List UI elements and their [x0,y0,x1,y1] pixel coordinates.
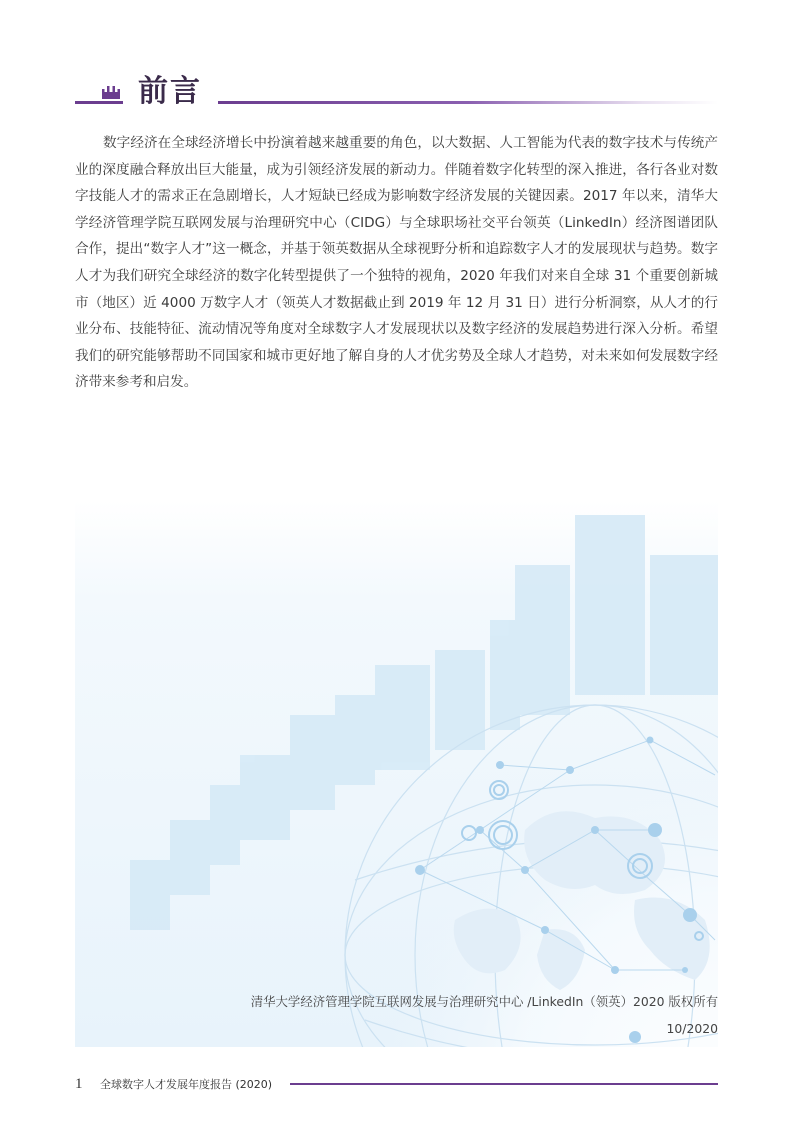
footer-accent-line [290,1083,718,1085]
footer-report-title: 全球数字人才发展年度报告 (2020) [100,1078,273,1091]
page-number: 1 [75,1076,83,1092]
header-accent-line-left [75,101,123,104]
publication-date: 10/2020 [666,1021,718,1036]
globe-city-skyline-illustration [75,500,718,1047]
header-accent-line-right [218,101,718,104]
copyright-notice: 清华大学经济管理学院互联网发展与治理研究中心 /LinkedIn（领英）2020 版权所有 [250,994,718,1009]
page-title: 前言 [138,74,202,109]
page-header [0,0,793,120]
castle-icon [101,84,121,100]
preface-paragraph: 数字经济在全球经济增长中扮演着越来越重要的角色，以大数据、人工智能为代表的数字技术与传统产业的深度融合释放出巨大能量，成为引领经济发展的新动力。伴随着数字化转型的深入推进，各行各业对数字技能人才的需求正在急剧增长，人才短缺已经成为影响数字经济发展的关键因素。2017 年以来，清华大学经济管理学院互联网发展与治理研究中心（CIDG）与全球职场社交平台领英（LinkedIn）经济图谱团队合作，提出“数字人才”这一概念，并基于领英数据从全球视野分析和追踪数字人才的发展现状与趋势。数字人才为我们研究全球经济的数字化转型提供了一个独特的视角，2020 年我们对来自全球 31 个重要创新城市（地区）近 4000 万数字人才（领英人才数据截止到 2019 年 12 月 31 日）进行分析洞察，从人才的行业分布、技能特征、流动情况等角度对全球数字人才发展现状以及数字经济的发展趋势进行深入分析。希望我们的研究能够帮助不同国家和城市更好地了解自身的人才优劣势及全球人才趋势，对未来如何发展数字经济带来参考和启发。 [75,135,718,391]
